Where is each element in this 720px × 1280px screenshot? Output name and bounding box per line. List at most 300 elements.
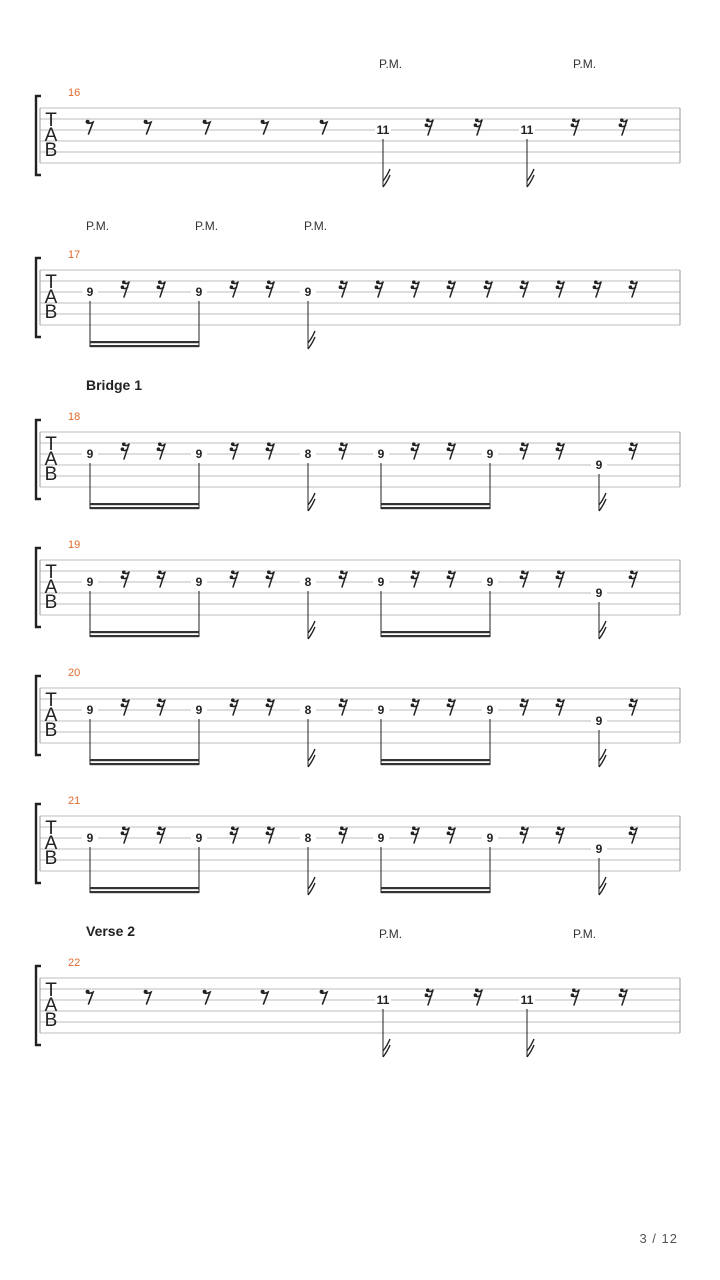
sixteenth-rest-dot — [426, 988, 430, 992]
note-flag — [527, 1039, 534, 1057]
sixteenth-rest-dot — [425, 993, 429, 997]
eighth-rest-dot — [261, 990, 265, 994]
sixteenth-rest-dot — [619, 123, 623, 127]
fret-number: 9 — [486, 575, 494, 589]
fret-number: 9 — [86, 703, 94, 717]
fret-number: 9 — [595, 586, 603, 600]
sixteenth-rest-dot — [521, 570, 525, 574]
fret-number: 9 — [195, 285, 203, 299]
sixteenth-rest-dot — [411, 285, 415, 289]
sixteenth-rest-dot — [230, 447, 234, 451]
eighth-rest-dot — [144, 120, 148, 124]
sixteenth-rest-dot — [412, 280, 416, 284]
sixteenth-rest-stroke — [595, 282, 601, 297]
eighth-rest-stroke — [262, 122, 268, 134]
eighth-rest-dot — [320, 990, 324, 994]
sixteenth-rest-dot — [339, 447, 343, 451]
beam-primary — [90, 345, 199, 347]
sixteenth-rest-stroke — [558, 828, 564, 843]
palm-mute-label: P.M. — [195, 219, 219, 233]
sixteenth-rest-dot — [557, 570, 561, 574]
sixteenth-rest-dot — [594, 280, 598, 284]
sixteenth-rest-dot — [448, 280, 452, 284]
fret-number: 9 — [195, 703, 203, 717]
sixteenth-rest-stroke — [486, 282, 492, 297]
sixteenth-rest-stroke — [232, 700, 238, 715]
sixteenth-rest-dot — [339, 575, 343, 579]
sixteenth-rest-dot — [557, 442, 561, 446]
note-flag — [599, 493, 606, 511]
sixteenth-rest-stroke — [621, 990, 627, 1005]
sixteenth-rest-stroke — [631, 828, 637, 843]
fret-number: 9 — [377, 447, 385, 461]
tab-clef-letter: A — [44, 995, 58, 1016]
sixteenth-rest-stroke — [558, 282, 564, 297]
sixteenth-rest-dot — [158, 698, 162, 702]
sixteenth-rest-dot — [412, 570, 416, 574]
sixteenth-rest-dot — [572, 118, 576, 122]
sixteenth-rest-stroke — [427, 990, 433, 1005]
note-flag — [599, 749, 606, 767]
sixteenth-rest-stroke — [631, 444, 637, 459]
beam-primary — [381, 507, 490, 509]
sixteenth-rest-dot — [121, 703, 125, 707]
tab-clef-letter: B — [44, 140, 58, 161]
sixteenth-rest-dot — [230, 703, 234, 707]
sixteenth-rest-dot — [340, 826, 344, 830]
tab-clef-letter: T — [45, 690, 57, 711]
sixteenth-rest-dot — [340, 570, 344, 574]
fret-number: 9 — [195, 831, 203, 845]
beam-primary — [90, 507, 199, 509]
sixteenth-rest-dot — [572, 988, 576, 992]
sixteenth-rest-dot — [340, 698, 344, 702]
sixteenth-rest-dot — [447, 285, 451, 289]
sixteenth-rest-dot — [556, 703, 560, 707]
fret-number: 9 — [377, 575, 385, 589]
eighth-rest-stroke — [87, 122, 93, 134]
note-flag — [599, 877, 606, 895]
sixteenth-rest-dot — [629, 447, 633, 451]
sixteenth-rest-dot — [339, 703, 343, 707]
sixteenth-rest-stroke — [449, 282, 455, 297]
sixteenth-rest-dot — [122, 570, 126, 574]
sixteenth-rest-dot — [266, 575, 270, 579]
note-flag — [308, 493, 315, 511]
tab-clef-letter: B — [44, 592, 58, 613]
sixteenth-rest-dot — [158, 826, 162, 830]
sixteenth-rest-dot — [412, 698, 416, 702]
palm-mute-label: P.M. — [573, 57, 597, 71]
sixteenth-rest-dot — [447, 831, 451, 835]
sixteenth-rest-dot — [266, 447, 270, 451]
sixteenth-rest-stroke — [123, 700, 129, 715]
sixteenth-rest-stroke — [268, 282, 274, 297]
sixteenth-rest-dot — [267, 280, 271, 284]
sixteenth-rest-stroke — [631, 282, 637, 297]
sixteenth-rest-stroke — [232, 572, 238, 587]
note-flag — [308, 877, 315, 895]
beam-secondary — [381, 887, 490, 889]
sixteenth-rest-stroke — [377, 282, 383, 297]
measure-number: 17 — [68, 249, 81, 261]
note-flag — [383, 1039, 390, 1057]
palm-mute-label: P.M. — [573, 927, 597, 941]
eighth-rest-dot — [320, 120, 324, 124]
sixteenth-rest-dot — [375, 285, 379, 289]
fret-number: 9 — [595, 714, 603, 728]
sixteenth-rest-dot — [521, 280, 525, 284]
sixteenth-rest-dot — [231, 570, 235, 574]
tab-clef-letter: T — [45, 434, 57, 455]
eighth-rest-dot — [261, 120, 265, 124]
beam-primary — [381, 891, 490, 893]
sixteenth-rest-stroke — [159, 700, 165, 715]
measure-number: 19 — [68, 539, 81, 551]
measure-number: 18 — [68, 411, 81, 423]
beam-primary — [90, 763, 199, 765]
sixteenth-rest-dot — [557, 826, 561, 830]
sixteenth-rest-dot — [157, 831, 161, 835]
beam-secondary — [381, 759, 490, 761]
fret-number: 11 — [376, 123, 390, 137]
sixteenth-rest-stroke — [522, 444, 528, 459]
fret-number: 11 — [520, 993, 534, 1007]
fret-number: 8 — [304, 831, 312, 845]
tab-system-21 — [36, 795, 680, 895]
sixteenth-rest-dot — [521, 698, 525, 702]
sixteenth-rest-stroke — [268, 828, 274, 843]
measure-number: 21 — [68, 795, 81, 807]
sixteenth-rest-dot — [122, 442, 126, 446]
sixteenth-rest-dot — [520, 575, 524, 579]
sixteenth-rest-dot — [520, 447, 524, 451]
sixteenth-rest-dot — [448, 698, 452, 702]
tab-system-22 — [36, 923, 680, 1057]
beam-secondary — [90, 631, 199, 633]
note-flag — [308, 749, 315, 767]
beam-primary — [381, 635, 490, 637]
sixteenth-rest-stroke — [123, 828, 129, 843]
sixteenth-rest-dot — [412, 442, 416, 446]
eighth-rest-dot — [203, 120, 207, 124]
sixteenth-rest-dot — [475, 118, 479, 122]
beam-secondary — [381, 631, 490, 633]
tab-clef-letter: B — [44, 464, 58, 485]
tab-clef-letter: T — [45, 110, 57, 131]
sixteenth-rest-dot — [121, 831, 125, 835]
sixteenth-rest-dot — [266, 831, 270, 835]
fret-number: 9 — [195, 575, 203, 589]
sixteenth-rest-stroke — [621, 120, 627, 135]
fret-number: 8 — [304, 575, 312, 589]
tab-system-18 — [36, 377, 680, 511]
tab-system-16 — [36, 57, 680, 187]
sixteenth-rest-dot — [231, 698, 235, 702]
sixteenth-rest-stroke — [413, 700, 419, 715]
note-flag — [308, 621, 315, 639]
sixteenth-rest-dot — [520, 831, 524, 835]
sixteenth-rest-dot — [376, 280, 380, 284]
sixteenth-rest-stroke — [413, 572, 419, 587]
sixteenth-rest-dot — [340, 442, 344, 446]
sixteenth-rest-dot — [231, 280, 235, 284]
sixteenth-rest-dot — [230, 575, 234, 579]
sixteenth-rest-dot — [630, 698, 634, 702]
beam-secondary — [90, 887, 199, 889]
sixteenth-rest-stroke — [341, 700, 347, 715]
fret-number: 9 — [195, 447, 203, 461]
sixteenth-rest-dot — [630, 570, 634, 574]
sixteenth-rest-dot — [157, 575, 161, 579]
section-title: Bridge 1 — [86, 377, 143, 393]
fret-number: 9 — [304, 285, 312, 299]
sixteenth-rest-dot — [557, 698, 561, 702]
sixteenth-rest-dot — [619, 993, 623, 997]
eighth-rest-stroke — [204, 992, 210, 1004]
sixteenth-rest-dot — [521, 826, 525, 830]
tab-clef-letter: T — [45, 272, 57, 293]
fret-number: 9 — [377, 831, 385, 845]
sixteenth-rest-stroke — [558, 700, 564, 715]
beam-secondary — [381, 503, 490, 505]
sixteenth-rest-dot — [266, 703, 270, 707]
eighth-rest-stroke — [262, 992, 268, 1004]
palm-mute-label: P.M. — [86, 219, 110, 233]
sixteenth-rest-stroke — [232, 828, 238, 843]
eighth-rest-dot — [203, 990, 207, 994]
sixteenth-rest-dot — [571, 123, 575, 127]
sixteenth-rest-dot — [448, 570, 452, 574]
sixteenth-rest-stroke — [341, 828, 347, 843]
tab-clef-letter: T — [45, 562, 57, 583]
sixteenth-rest-dot — [411, 575, 415, 579]
sixteenth-rest-stroke — [427, 120, 433, 135]
sixteenth-rest-dot — [121, 575, 125, 579]
sixteenth-rest-dot — [629, 285, 633, 289]
sixteenth-rest-stroke — [232, 282, 238, 297]
sixteenth-rest-dot — [158, 442, 162, 446]
sixteenth-rest-dot — [556, 285, 560, 289]
sixteenth-rest-dot — [231, 442, 235, 446]
sixteenth-rest-dot — [230, 285, 234, 289]
fret-number: 9 — [595, 842, 603, 856]
fret-number: 9 — [486, 447, 494, 461]
fret-number: 9 — [86, 447, 94, 461]
sixteenth-rest-dot — [266, 285, 270, 289]
sixteenth-rest-dot — [426, 118, 430, 122]
sixteenth-rest-dot — [556, 575, 560, 579]
measure-number: 16 — [68, 87, 81, 99]
tab-clef-letter: A — [44, 449, 58, 470]
beam-primary — [90, 891, 199, 893]
sixteenth-rest-dot — [448, 826, 452, 830]
note-flag — [527, 169, 534, 187]
sixteenth-rest-dot — [447, 575, 451, 579]
note-flag — [308, 331, 315, 349]
measure-number: 22 — [68, 957, 81, 969]
page-number: 3 / 12 — [639, 1231, 678, 1246]
sixteenth-rest-dot — [557, 280, 561, 284]
sixteenth-rest-stroke — [449, 828, 455, 843]
note-flag — [383, 169, 390, 187]
sixteenth-rest-dot — [447, 703, 451, 707]
palm-mute-label: P.M. — [379, 57, 403, 71]
eighth-rest-stroke — [145, 122, 151, 134]
fret-number: 9 — [595, 458, 603, 472]
eighth-rest-stroke — [204, 122, 210, 134]
tab-clef-letter: T — [45, 818, 57, 839]
palm-mute-label: P.M. — [379, 927, 403, 941]
fret-number: 9 — [486, 703, 494, 717]
sixteenth-rest-dot — [267, 826, 271, 830]
sixteenth-rest-dot — [630, 442, 634, 446]
sixteenth-rest-dot — [485, 280, 489, 284]
fret-number: 9 — [86, 575, 94, 589]
sixteenth-rest-dot — [339, 831, 343, 835]
eighth-rest-stroke — [87, 992, 93, 1004]
fret-number: 9 — [86, 285, 94, 299]
eighth-rest-stroke — [321, 122, 327, 134]
sixteenth-rest-dot — [521, 442, 525, 446]
sixteenth-rest-dot — [121, 447, 125, 451]
palm-mute-label: P.M. — [304, 219, 328, 233]
sixteenth-rest-dot — [122, 280, 126, 284]
tab-clef-letter: A — [44, 577, 58, 598]
tab-clef-letter: T — [45, 980, 57, 1001]
sixteenth-rest-dot — [157, 285, 161, 289]
sixteenth-rest-stroke — [476, 990, 482, 1005]
beam-secondary — [90, 759, 199, 761]
beam-secondary — [90, 341, 199, 343]
section-title: Verse 2 — [86, 923, 136, 939]
sixteenth-rest-dot — [122, 698, 126, 702]
fret-number: 11 — [376, 993, 390, 1007]
sixteenth-rest-dot — [620, 988, 624, 992]
sixteenth-rest-dot — [520, 703, 524, 707]
sixteenth-rest-dot — [411, 703, 415, 707]
sixteenth-rest-dot — [620, 118, 624, 122]
tab-system-19 — [36, 539, 680, 639]
sixteenth-rest-dot — [556, 447, 560, 451]
sixteenth-rest-dot — [571, 993, 575, 997]
sixteenth-rest-dot — [425, 123, 429, 127]
sixteenth-rest-dot — [158, 570, 162, 574]
tab-clef-letter: A — [44, 705, 58, 726]
sixteenth-rest-dot — [484, 285, 488, 289]
sixteenth-rest-stroke — [631, 700, 637, 715]
sixteenth-rest-dot — [231, 826, 235, 830]
sixteenth-rest-stroke — [413, 444, 419, 459]
sixteenth-rest-stroke — [159, 572, 165, 587]
sixteenth-rest-stroke — [449, 444, 455, 459]
sixteenth-rest-stroke — [413, 282, 419, 297]
sixteenth-rest-stroke — [123, 572, 129, 587]
sixteenth-rest-dot — [267, 570, 271, 574]
sixteenth-rest-stroke — [268, 444, 274, 459]
sixteenth-rest-dot — [267, 698, 271, 702]
sixteenth-rest-dot — [474, 123, 478, 127]
sixteenth-rest-stroke — [573, 120, 579, 135]
tab-system-20 — [36, 667, 680, 767]
sixteenth-rest-dot — [629, 703, 633, 707]
sixteenth-rest-dot — [629, 575, 633, 579]
sixteenth-rest-dot — [267, 442, 271, 446]
eighth-rest-dot — [144, 990, 148, 994]
sixteenth-rest-dot — [593, 285, 597, 289]
sixteenth-rest-stroke — [558, 572, 564, 587]
sixteenth-rest-dot — [447, 447, 451, 451]
sixteenth-rest-dot — [412, 826, 416, 830]
sixteenth-rest-stroke — [631, 572, 637, 587]
tab-clef-letter: A — [44, 833, 58, 854]
sixteenth-rest-stroke — [341, 572, 347, 587]
sixteenth-rest-stroke — [449, 572, 455, 587]
fret-number: 8 — [304, 447, 312, 461]
fret-number: 9 — [486, 831, 494, 845]
sixteenth-rest-stroke — [522, 700, 528, 715]
tab-clef-letter: A — [44, 287, 58, 308]
sixteenth-rest-dot — [556, 831, 560, 835]
beam-primary — [90, 635, 199, 637]
sixteenth-rest-dot — [520, 285, 524, 289]
eighth-rest-dot — [86, 990, 90, 994]
fret-number: 8 — [304, 703, 312, 717]
tab-clef-letter: B — [44, 1010, 58, 1031]
sixteenth-rest-dot — [158, 280, 162, 284]
sixteenth-rest-dot — [411, 447, 415, 451]
tab-clef-letter: B — [44, 720, 58, 741]
eighth-rest-dot — [86, 120, 90, 124]
sixteenth-rest-dot — [121, 285, 125, 289]
tab-clef-letter: B — [44, 302, 58, 323]
sixteenth-rest-dot — [339, 285, 343, 289]
measure-number: 20 — [68, 667, 81, 679]
sixteenth-rest-stroke — [159, 444, 165, 459]
sixteenth-rest-stroke — [268, 700, 274, 715]
sixteenth-rest-dot — [474, 993, 478, 997]
sixteenth-rest-dot — [448, 442, 452, 446]
fret-number: 9 — [377, 703, 385, 717]
sixteenth-rest-stroke — [341, 282, 347, 297]
sixteenth-rest-dot — [230, 831, 234, 835]
sixteenth-rest-dot — [157, 447, 161, 451]
sixteenth-rest-dot — [157, 703, 161, 707]
sixteenth-rest-stroke — [573, 990, 579, 1005]
sixteenth-rest-stroke — [123, 282, 129, 297]
sixteenth-rest-dot — [340, 280, 344, 284]
sixteenth-rest-stroke — [159, 828, 165, 843]
sixteenth-rest-stroke — [268, 572, 274, 587]
sixteenth-rest-stroke — [522, 572, 528, 587]
fret-number: 11 — [520, 123, 534, 137]
sixteenth-rest-stroke — [413, 828, 419, 843]
sixteenth-rest-stroke — [522, 282, 528, 297]
sixteenth-rest-stroke — [522, 828, 528, 843]
sixteenth-rest-stroke — [476, 120, 482, 135]
beam-primary — [381, 763, 490, 765]
sixteenth-rest-stroke — [341, 444, 347, 459]
sixteenth-rest-dot — [630, 280, 634, 284]
sixteenth-rest-dot — [122, 826, 126, 830]
sixteenth-rest-dot — [629, 831, 633, 835]
sixteenth-rest-stroke — [232, 444, 238, 459]
sixteenth-rest-stroke — [558, 444, 564, 459]
fret-number: 9 — [86, 831, 94, 845]
beam-secondary — [90, 503, 199, 505]
tab-clef-letter: A — [44, 125, 58, 146]
sixteenth-rest-stroke — [449, 700, 455, 715]
